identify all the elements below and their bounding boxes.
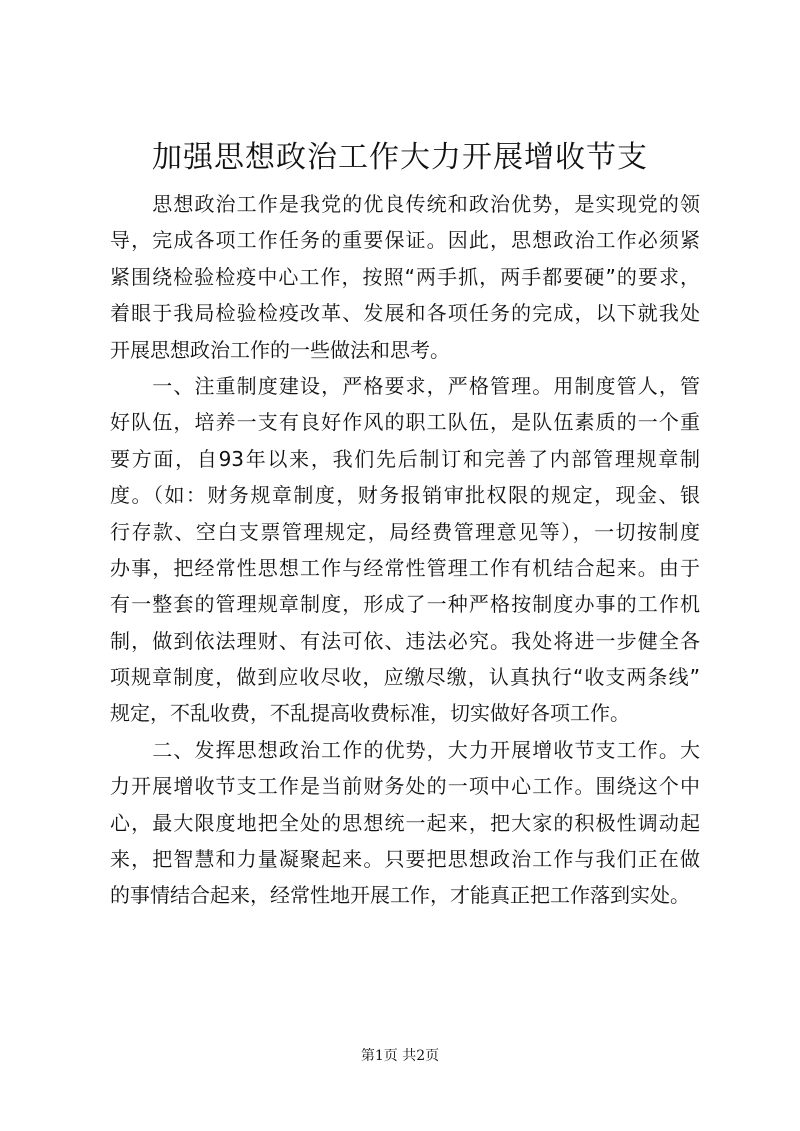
paragraph-1 [110, 186, 700, 368]
text-line: 办事，把经常性思想工作与经常性管理工作有机结合起来。由于 [110, 555, 700, 580]
text-line: 导，完成各项工作任务的重要保证。因此，思想政治工作必须紧 [110, 228, 700, 253]
text-line: 心，最大限度地把全处的思想统一起来，把大家的积极性调动起 [110, 810, 700, 835]
text-line: 度。（如：财务规章制度，财务报销审批权限的规定，现金、银 [110, 483, 700, 508]
text-line: 二、发挥思想政治工作的优势，大力开展增收节支工作。大 [110, 737, 700, 762]
text-line: 力开展增收节支工作是当前财务处的一项中心工作。围绕这个中 [110, 774, 700, 799]
document-body [110, 186, 700, 914]
text-line: 规定，不乱收费，不乱提高收费标准，切实做好各项工作。 [110, 701, 630, 726]
text-line: 紧围绕检验检疫中心工作，按照“两手抓，两手都要硬”的要求， [110, 264, 700, 289]
text-line: 着眼于我局检验检疫改革、发展和各项任务的完成，以下就我处 [110, 301, 700, 326]
text-line: 开展思想政治工作的一些做法和思考。 [110, 337, 450, 362]
text-line: 一、注重制度建设，严格要求，严格管理。用制度管人，管 [110, 373, 700, 398]
text-line: 好队伍，培养一支有良好作风的职工队伍，是队伍素质的一个重 [110, 410, 700, 435]
text-line: 要方面，自93年以来，我们先后制订和完善了内部管理规章制 [110, 446, 700, 471]
page-number: 第1页 共2页 [360, 1048, 440, 1064]
text-line: 的事情结合起来，经常性地开展工作，才能真正把工作落到实处。 [110, 883, 690, 908]
document-title: 加强思想政治工作大力开展增收节支 [152, 140, 648, 175]
text-line: 有一整套的管理规章制度，形成了一种严格按制度办事的工作机 [110, 592, 700, 617]
paragraph-2 [110, 368, 700, 732]
text-line: 行存款、空白支票管理规定，局经费管理意见等），一切按制度 [110, 519, 700, 544]
paragraph-3 [110, 732, 700, 914]
text-line: 制，做到依法理财、有法可依、违法必究。我处将进一步健全各 [110, 628, 700, 653]
text-line: 思想政治工作是我党的优良传统和政治优势，是实现党的领 [110, 192, 700, 216]
text-line: 项规章制度，做到应收尽收，应缴尽缴，认真执行“收支两条线” [110, 665, 700, 690]
text-line: 来，把智慧和力量凝聚起来。只要把思想政治工作与我们正在做 [110, 847, 700, 872]
